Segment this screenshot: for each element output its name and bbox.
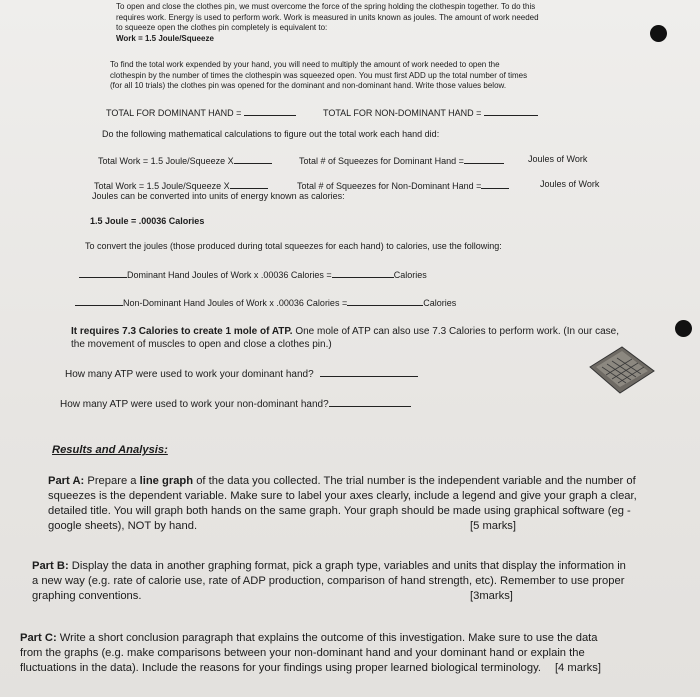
intro-line: to squeeze open the clothes pin completely is equivalent to:: [116, 23, 328, 32]
intro-paragraph: [116, 2, 656, 44]
atp-nondominant-question-row: [60, 397, 411, 411]
work-dom-blank[interactable]: [234, 154, 272, 164]
work-nondom-part2: Total # of Squeezes for Non-Dominant Hand =: [297, 181, 482, 191]
convert-dom-text: Dominant Hand Joules of Work x .00036 Calories =: [127, 270, 332, 280]
joules-to-calories: Joules can be converted into units of energy known as calories:: [92, 191, 345, 201]
part-a-line-graph: line graph: [139, 475, 194, 487]
convert-nondom-text: Non-Dominant Hand Joules of Work x .00036 Calories =: [123, 298, 348, 308]
part-b-marks: [3marks]: [470, 590, 513, 602]
part-a-line: google sheets), NOT by hand.: [48, 520, 198, 532]
work-dominant-row-2: [299, 154, 504, 168]
instruction-line: clothespin by the number of times the clothespin was squeezed open. You must first ADD up the total number of times: [110, 70, 528, 80]
dominant-joules-blank[interactable]: [79, 268, 127, 278]
part-c-line: from the graphs (e.g. make comparisons between your non-dominant hand and your dominant hand or explain the: [20, 647, 585, 659]
part-c-marks: [4 marks]: [554, 662, 601, 674]
part-a-line: squeezes is the dependent variable. Make sure to label your axes clearly, include a legend and give your graph a clear,: [48, 490, 637, 502]
totals-row: [106, 106, 296, 120]
intro-line: requires work. Energy is used to perform work. Work is measured in units known as joules. The amount of work needed: [116, 12, 539, 22]
part-b: [32, 559, 687, 604]
nondominant-joules-blank[interactable]: [75, 296, 123, 306]
atp-rest: One mole of ATP can also use 7.3 Calories to perform work. (In our case,: [292, 326, 620, 337]
atp-dominant-answer[interactable]: [320, 367, 418, 377]
work-nondom-part1: Total Work = 1.5 Joule/Squeeze X: [94, 181, 230, 191]
intro-line: To open and close the clothes pin, we must overcome the force of the spring holding the clothespin together. To do this: [116, 2, 536, 11]
part-a-label: Part A:: [48, 475, 85, 487]
binder-hole: [650, 25, 667, 42]
part-a-line: detailed title. You will graph both hands on the same graph. Your graph should be made using graphical software (eg -: [48, 505, 631, 517]
work-dominant-row: [98, 154, 272, 168]
dominant-total-blank[interactable]: [244, 106, 296, 116]
convert-nondom-unit: Calories: [423, 298, 457, 308]
atp-line2: the movement of muscles to open and close a clothes pin.): [71, 339, 332, 350]
work-dom-part3: Joules of Work: [528, 154, 588, 164]
part-b-line: a new way (e.g. rate of calorie use, rate of ADP production, comparison of hand strength, etc). Remember to use proper: [32, 575, 625, 587]
part-b-text: Display the data in another graphing format, pick a graph type, variables and units that display the information in: [68, 560, 626, 572]
dominant-calories-blank[interactable]: [332, 268, 394, 278]
work-nondom-blank[interactable]: [230, 179, 268, 189]
part-c-text: Write a short conclusion paragraph that explains the outcome of this investigation. Make sure to use the data: [56, 632, 598, 644]
part-a-text: Prepare a: [84, 475, 140, 487]
calc-intro: Do the following mathematical calculations to figure out the total work each hand did:: [102, 129, 440, 139]
nondominant-total-blank[interactable]: [484, 106, 538, 116]
part-b-line: graphing conventions.: [32, 590, 142, 602]
part-c-label: Part C:: [20, 632, 57, 644]
dominant-total-label: TOTAL FOR DOMINANT HAND =: [106, 108, 242, 118]
work-formula: Work = 1.5 Joule/Squeeze: [116, 33, 214, 43]
convert-dom-unit: Calories: [393, 270, 427, 280]
nondominant-total-label: TOTAL FOR NON-DOMINANT HAND =: [323, 108, 482, 118]
instruction-line: To find the total work expended by your hand, you will need to multiply the amount of work needed to open the: [110, 60, 500, 69]
atp-bold: It requires 7.3 Calories to create 1 mole of ATP.: [71, 326, 293, 337]
part-b-label: Part B:: [32, 560, 69, 572]
work-nondom-squeezes-blank[interactable]: [481, 179, 509, 189]
instruction-line: (for all 10 trials) the clothes pin was opened for the dominant and non-dominant hand. Write those values below.: [110, 81, 507, 90]
results-heading: Results and Analysis:: [52, 444, 168, 456]
atp-dominant-question-row: [65, 367, 418, 381]
instructions-paragraph: [110, 60, 650, 92]
part-a: [48, 474, 678, 534]
atp-dominant-question: How many ATP were used to work your dominant hand?: [65, 369, 314, 380]
work-dom-part1: Total Work = 1.5 Joule/Squeeze X: [98, 156, 234, 166]
convert-nondominant-row: [75, 296, 456, 310]
work-nondom-part3: Joules of Work: [540, 179, 600, 189]
part-a-marks: [5 marks]: [470, 520, 517, 532]
part-a-text: of the data you collected. The trial number is the independent variable and the number of: [193, 475, 636, 487]
convert-instructions: To convert the joules (those produced during total squeezes for each hand) to calories, use the following:: [85, 241, 502, 251]
atp-nondominant-question: How many ATP were used to work your non-dominant hand?: [60, 399, 329, 410]
calculator-image: [586, 345, 656, 395]
atp-nondominant-answer[interactable]: [329, 397, 411, 407]
part-c-line: fluctuations in the data). Include the reasons for your findings using proper learned biological terminology.: [20, 662, 541, 674]
binder-hole: [675, 320, 692, 337]
convert-dominant-row: [79, 268, 427, 282]
nondominant-calories-blank[interactable]: [347, 296, 423, 306]
work-dom-part2: Total # of Squeezes for Dominant Hand =: [299, 156, 464, 166]
work-dom-squeezes-blank[interactable]: [464, 154, 504, 164]
conversion-factor: 1.5 Joule = .00036 Calories: [90, 216, 205, 226]
totals-row: [323, 106, 538, 120]
part-c: [20, 631, 696, 676]
